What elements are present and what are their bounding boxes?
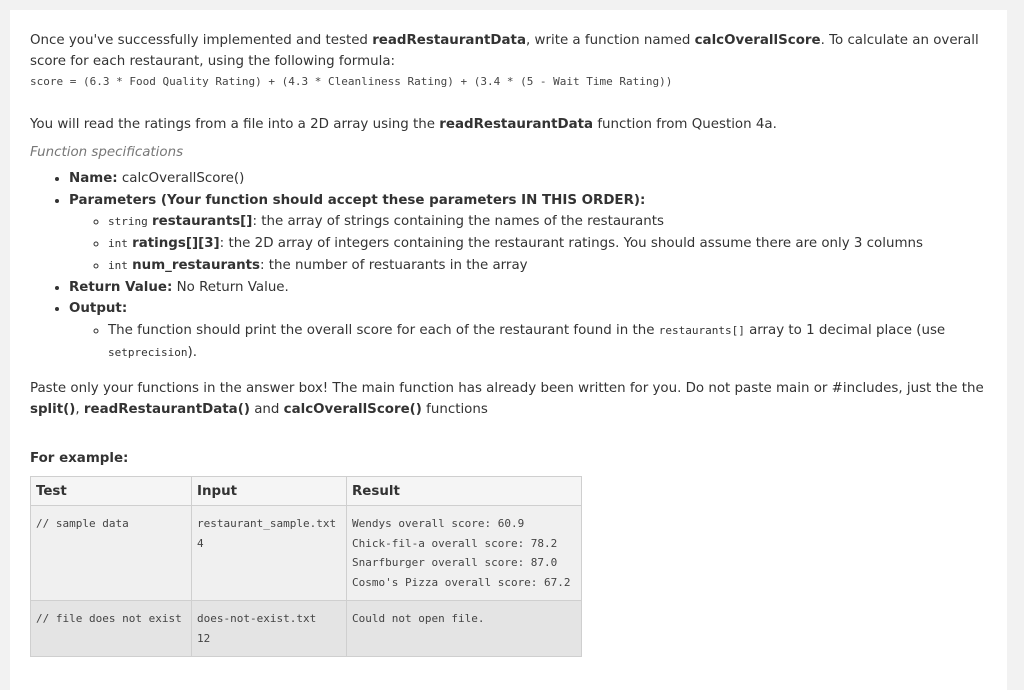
output-code-setprecision: setprecision	[108, 345, 188, 359]
spec-heading: Function specifications	[30, 145, 184, 160]
spec-name-label: Name:	[69, 171, 118, 186]
spec-name-item	[69, 168, 988, 190]
intro-fn-read: readRestaurantData	[372, 33, 526, 48]
spec-params-item	[69, 190, 988, 277]
spec-return-value: No Return Value.	[172, 279, 289, 295]
intro-text-3: . To calculate an overall score for each restaurant, using the following formula:	[30, 33, 979, 69]
score-formula: score = (6.3 * Food Quality Rating) + (4.3 * Cleanliness Rating) + (3.4 * (5 - Wait Time Rating))	[30, 75, 673, 88]
output-text-2: array to 1 decimal place (use	[744, 322, 946, 338]
output-item	[108, 320, 988, 363]
cell-result: Could not open file.	[347, 601, 582, 657]
spec-name-value: calcOverallScore()	[117, 171, 245, 186]
param-type: int	[108, 237, 128, 251]
param-desc: : the array of strings containing the names of the restaurants	[252, 214, 664, 230]
output-code-restaurants: restaurants[]	[658, 323, 745, 337]
cell-test: // sample data	[31, 506, 192, 601]
spec-return-label: Return Value:	[69, 279, 173, 295]
param-name: num_restaurants	[132, 257, 261, 273]
param-name: restaurants[]	[152, 214, 253, 230]
example-label: For example:	[30, 451, 129, 467]
header-test: Test	[31, 477, 192, 506]
header-input: Input	[192, 477, 347, 506]
spec-params-label: Parameters (Your function should accept these parameters IN THIS ORDER):	[69, 192, 646, 208]
cell-input: does-not-exist.txt 12	[192, 601, 347, 657]
spec-list	[30, 168, 988, 363]
question-card	[10, 10, 1007, 690]
read-note-text-1: You will read the ratings from a file into a 2D array using the	[30, 117, 440, 132]
read-note-paragraph	[30, 114, 988, 135]
read-note-text-2: function from Question 4a.	[593, 117, 777, 132]
intro-text-1: Once you've successfully implemented and tested	[30, 33, 373, 48]
paste-note-paragraph	[30, 378, 988, 420]
param-name: ratings[][3]	[132, 236, 220, 252]
intro-paragraph	[30, 30, 988, 72]
paste-note-text-1: Paste only your functions in the answer box! The main function has already been written for you. Do not paste main or #includes, just the the	[30, 381, 984, 397]
paste-note-fn-read: readRestaurantData()	[83, 402, 250, 418]
param-type: int	[108, 258, 128, 272]
table-row	[31, 506, 582, 601]
param-desc: : the number of restuarants in the array	[260, 257, 528, 273]
intro-text-2: , write a function named	[526, 33, 695, 48]
param-item	[108, 211, 988, 233]
output-text-3: ).	[187, 344, 197, 360]
output-text-1: The function should print the overall score for each of the restaurant found in the	[108, 322, 659, 338]
spec-output-label: Output:	[69, 301, 128, 317]
table-row	[31, 601, 582, 657]
header-result: Result	[347, 477, 582, 506]
paste-note-sep-2: and	[249, 402, 284, 418]
param-item	[108, 255, 988, 277]
example-table	[30, 476, 582, 657]
param-type: string	[108, 215, 148, 229]
cell-test: // file does not exist	[31, 601, 192, 657]
paste-note-sep-1: ,	[75, 402, 84, 418]
param-list	[69, 211, 988, 276]
spec-output-item	[69, 298, 988, 363]
spec-return-item	[69, 277, 988, 299]
paste-note-text-2: functions	[421, 402, 488, 418]
param-desc: : the 2D array of integers containing the restaurant ratings. You should assume there are only 3 columns	[219, 236, 923, 252]
cell-input: restaurant_sample.txt 4	[192, 506, 347, 601]
output-list	[69, 320, 988, 363]
paste-note-fn-split: split()	[30, 402, 76, 418]
read-note-fn: readRestaurantData	[439, 117, 594, 132]
paste-note-fn-calc: calcOverallScore()	[283, 402, 422, 418]
cell-result: Wendys overall score: 60.9 Chick-fil-a overall score: 78.2 Snarfburger overall score: 87.0 Cosmo's Pizza overall score: 67.2	[347, 506, 582, 601]
param-item	[108, 233, 988, 255]
intro-fn-calc: calcOverallScore	[694, 33, 821, 48]
table-header-row	[31, 477, 582, 506]
